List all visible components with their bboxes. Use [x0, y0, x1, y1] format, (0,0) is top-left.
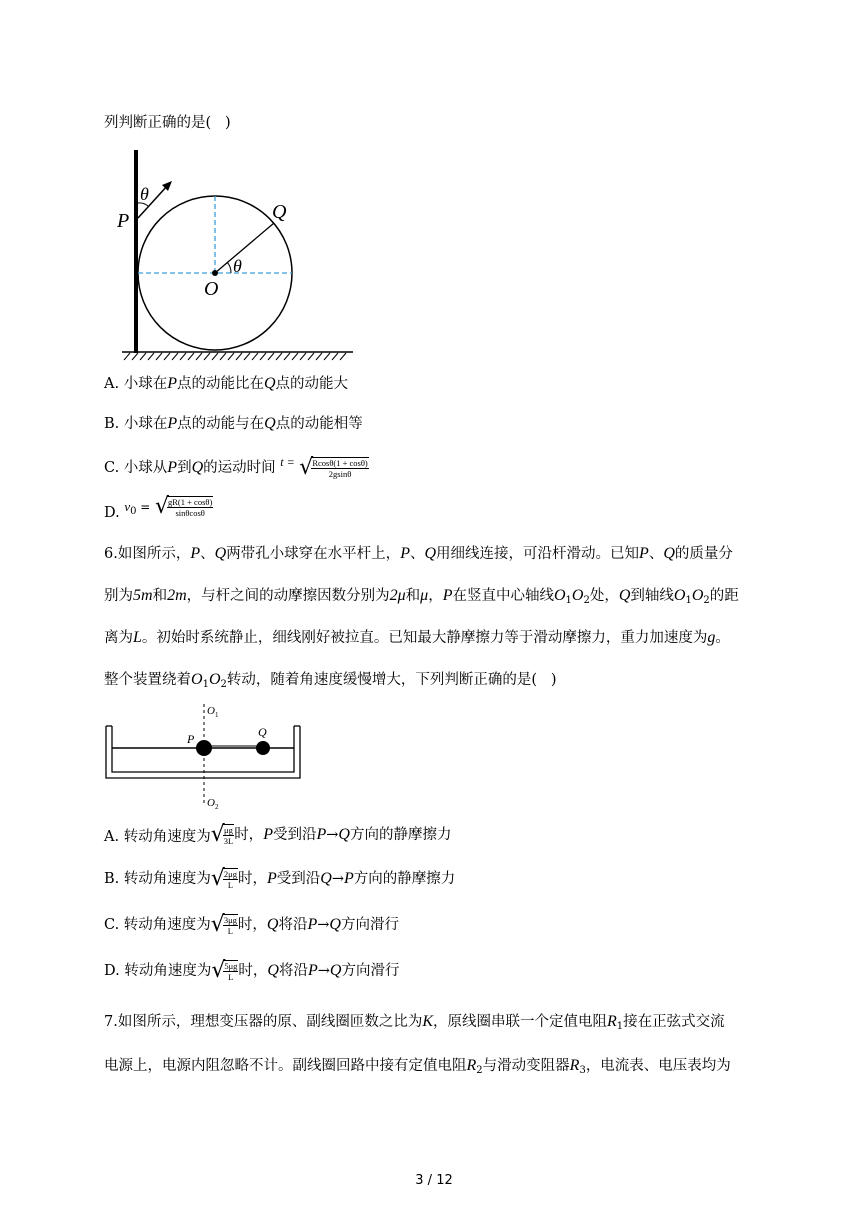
label-bead-p: P: [187, 732, 195, 746]
option-6c: C. 转动角速度为√ $\frac{3\mu g}{L}$ 时，Q将沿P→Q方向滑行: [104, 912, 399, 937]
q7-line-2: 电源上，电源内阻忽略不计。副线圈回路中接有定值电阻$R_2$与滑动变阻器$R_3$，电流表、电压表均为: [104, 1057, 731, 1076]
option-6d: D. 转动角速度为√ $\frac{5\mu g}{L}$ 时，Q将沿P→Q方向滑行: [104, 958, 400, 983]
option-6b: B. 转动角速度为√ $\frac{2\mu g}{L}$ 时，P受到沿Q→P方向的静摩擦力: [104, 866, 456, 891]
label-o2-sub: 2: [215, 803, 219, 810]
bead-q: [256, 741, 270, 755]
q6-line-3: 离为L。初始时系统静止，细线刚好被拉直。已知最大静摩擦力等于滑动摩擦力，重力加速度为g。: [104, 629, 730, 646]
label-o: O: [204, 278, 219, 300]
label-theta-p: θ: [140, 184, 149, 204]
option-5d: D. $v_0$ = √ $\frac{gR(1 + \cos\theta)}{\sin\theta\cos\theta}$: [104, 494, 213, 521]
velocity-formula: √ $\frac{gR(1 + \cos\theta)}{\sin\theta\cos\theta}$: [154, 494, 213, 519]
label-o1-sub: 1: [215, 711, 219, 719]
q6-line-2: 别为5m和2m，与杆之间的动摩擦因数分别为2μ和μ，P在竖直中心轴线$O_1O_2$处，Q到轴线$O_1O_2$的距: [104, 587, 739, 606]
label-o1: O: [207, 705, 215, 717]
label-p: P: [117, 210, 130, 232]
rotating-rod-figure: [100, 700, 310, 810]
option-5b: B. 小球在P点的动能与在Q点的动能相等: [104, 415, 363, 432]
q6-line-1: 6.如图所示，P、Q两带孔小球穿在水平杆上，P、Q用细线连接，可沿杆滑动。已知P、Q的质量分: [104, 545, 733, 562]
q7-line-1: 7.如图所示，理想变压器的原、副线圈匝数之比为K，原线圈串联一个定值电阻$R_1$接在正弦式交流: [104, 1013, 725, 1032]
wall: [134, 150, 138, 353]
label-q: Q: [272, 201, 287, 223]
ground-hatch: [124, 353, 346, 360]
angle-arc-o: [227, 262, 231, 273]
circle-track-figure: [110, 145, 370, 365]
label-o2: O: [207, 797, 215, 809]
page-number: 3 / 12: [415, 1173, 453, 1188]
option-5c: C. 小球从P到Q的运动时间 $^{t =}$ √ $\frac{Rcos\theta(1 + \cos\theta)}{2gsin\theta}$: [104, 455, 368, 480]
question-intro-tail: 列判断正确的是( ): [104, 115, 231, 131]
option-5a: A. 小球在P点的动能比在Q点的动能大: [104, 375, 349, 392]
label-bead-q: Q: [258, 725, 267, 739]
radius-to-q: [215, 223, 274, 273]
label-theta-o: θ: [233, 256, 242, 276]
option-6a: A. 转动角速度为√ $\frac{\mu g}{3L}$ 时，P受到沿P→Q方向的静摩擦力: [104, 822, 452, 847]
bead-p: [196, 740, 212, 756]
center-dot: [212, 270, 218, 276]
q6-line-4: 整个装置绕着$O_1O_2$转动，随着角速度缓慢增大，下列判断正确的是( ): [104, 671, 557, 690]
time-formula: √ $\frac{Rcos\theta(1 + \cos\theta)}{2gsin\theta}$: [299, 455, 368, 480]
